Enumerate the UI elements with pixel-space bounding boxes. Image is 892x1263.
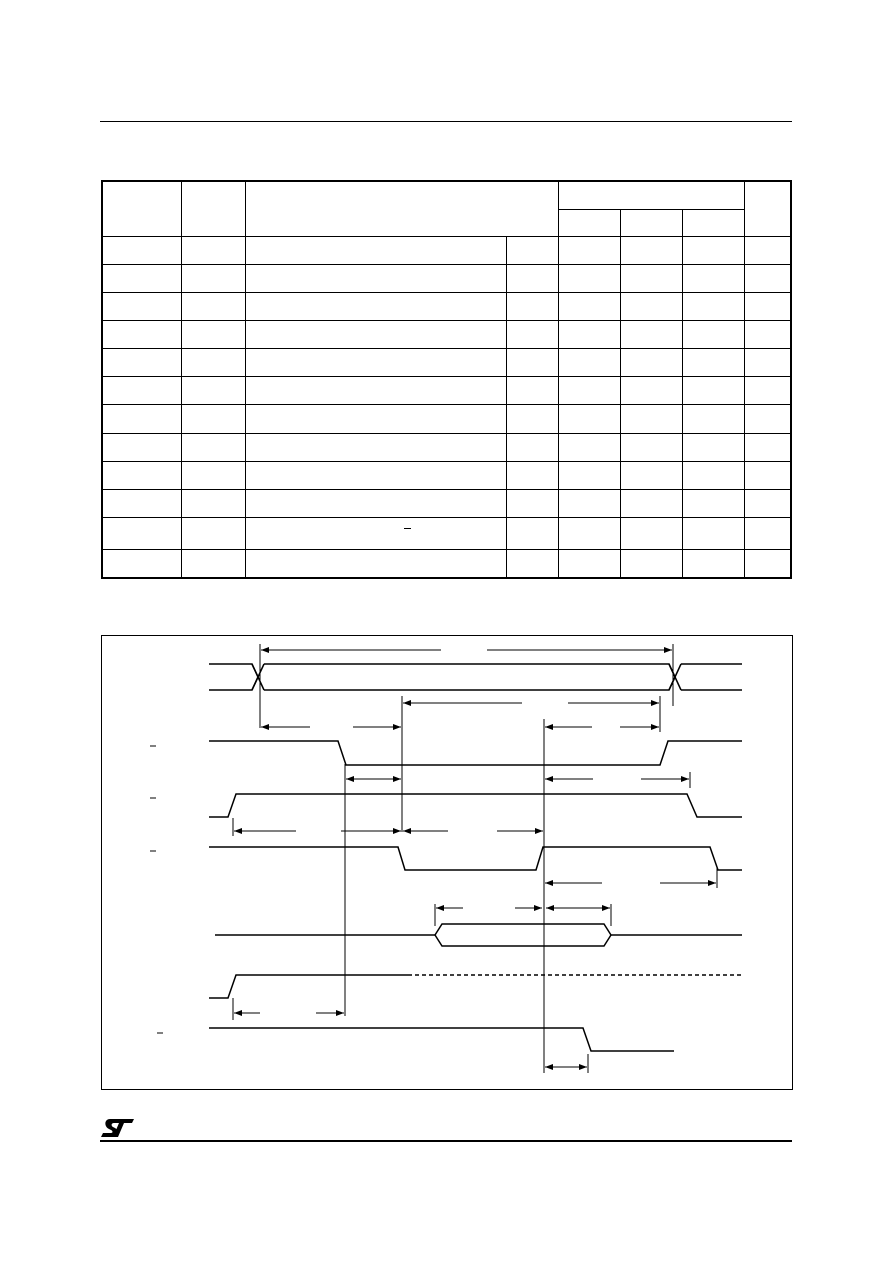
table-row [102,517,791,549]
header-cell [558,181,744,209]
timing-waveforms [102,636,792,1089]
overline-mark [404,528,411,529]
data-bus-waveform [215,924,742,946]
signal-3-waveform [209,794,742,817]
header-cell [102,181,181,236]
table-row [102,349,791,377]
signal-7-waveform [209,1028,674,1051]
table-row [102,550,791,578]
table-row [102,236,791,264]
ac-characteristics-table [101,180,792,579]
table-row [102,292,791,320]
table-row [102,321,791,349]
header-cell [181,181,245,236]
table-row [102,489,791,517]
signal-2-waveform [209,741,742,765]
table-header-row [102,181,791,209]
table-row [102,264,791,292]
table-row [102,405,791,433]
table-row [102,461,791,489]
address-bus-waveform [209,664,742,690]
signal-6-waveform [209,975,408,998]
table-row [102,433,791,461]
table-row [102,377,791,405]
st-logo-icon [100,1117,136,1139]
header-cell [245,181,558,236]
signal-4-waveform [209,847,742,870]
header-cell [682,209,744,236]
header-cell [744,181,791,236]
footer-rule [100,1140,792,1142]
timing-diagram-frame [101,635,793,1090]
header-cell [558,209,620,236]
header-rule [100,121,792,122]
header-cell [620,209,682,236]
